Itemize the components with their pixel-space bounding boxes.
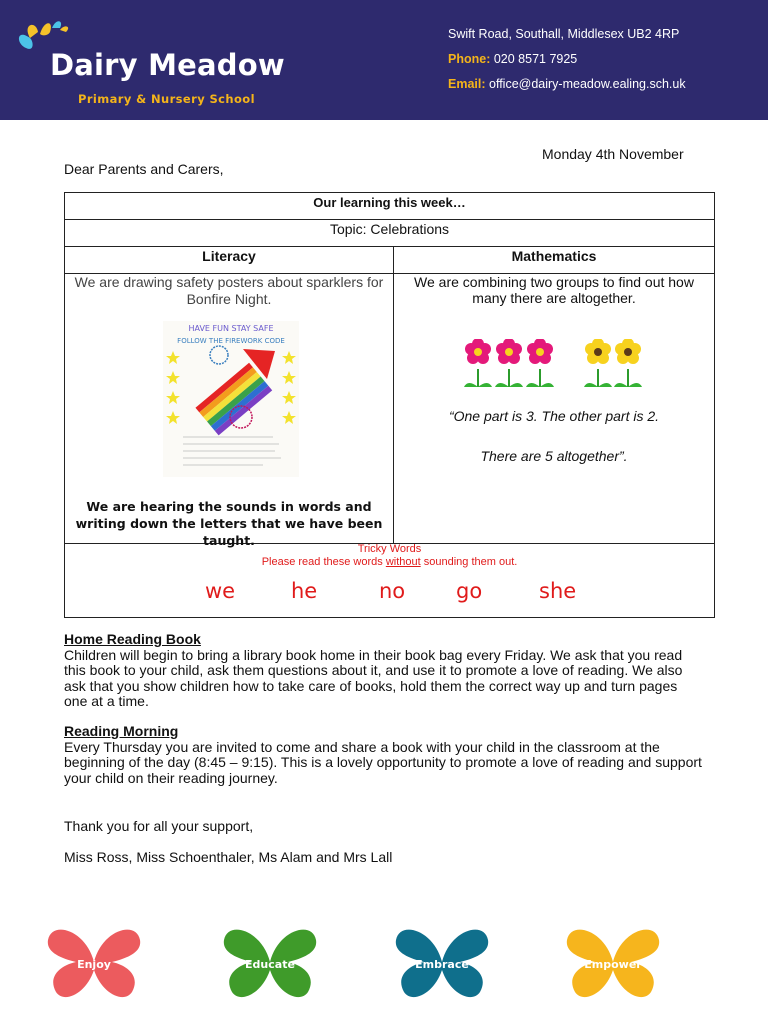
value-label: Educate <box>245 958 295 971</box>
table-column-divider <box>393 247 394 544</box>
letter-date: Monday 4th November <box>542 146 684 162</box>
instruction-after: sounding them out. <box>420 556 518 568</box>
tricky-word: go <box>456 579 483 603</box>
school-email <box>448 77 686 91</box>
mathematics-heading: Mathematics <box>511 248 597 264</box>
poster-line-2: FOLLOW THE FIREWORK CODE <box>177 337 285 345</box>
school-name: Dairy Meadow <box>50 48 285 82</box>
school-subtitle: Primary & Nursery School <box>78 92 255 106</box>
closing-thanks: Thank you for all your support, <box>64 818 254 834</box>
instruction-before: Please read these words <box>261 556 386 568</box>
maths-quote-2: There are 5 altogether”. <box>480 448 628 464</box>
value-butterfly-empower <box>565 922 661 1002</box>
phone-number[interactable]: 020 8571 7925 <box>493 52 578 66</box>
value-butterfly-enjoy <box>46 922 142 1002</box>
literacy-heading: Literacy <box>202 248 256 264</box>
mathematics-text: We are combining two groups to find out how many there are altogether. <box>414 274 694 306</box>
tricky-word: she <box>539 579 577 603</box>
value-label: Enjoy <box>77 958 111 971</box>
home-reading-title: Home Reading Book <box>64 631 201 647</box>
table-divider <box>65 219 714 220</box>
school-header-banner <box>0 0 768 120</box>
reading-morning-section <box>64 724 704 786</box>
tricky-word: we <box>205 579 236 603</box>
literacy-text: We are drawing safety posters about sparklers for Bonfire Night. <box>74 274 384 307</box>
tricky-word: he <box>291 579 318 603</box>
school-address: Swift Road, Southall, Middlesex UB2 4RP <box>448 27 680 41</box>
value-butterfly-embrace <box>394 922 490 1002</box>
phone-label: Phone: <box>448 52 491 66</box>
learning-table <box>64 192 715 618</box>
tricky-words-instruction <box>65 556 714 568</box>
home-reading-text: Children will begin to bring a library book home in their book bag every Friday. We ask that you read this book to your child, ask them questions about it, and use it to promote a love of reading. We also ask that you show children how to take care of books, hold them the correct way up and turn pages one at a time. <box>64 646 683 709</box>
counting-flowers-image <box>460 339 655 387</box>
literacy-hearing-text: We are hearing the sounds in words and writing down the letters that we have been taught. <box>75 499 383 548</box>
home-reading-section <box>64 632 704 710</box>
reading-morning-text: Every Thursday you are invited to come and share a book with your child in the classroom at the beginning of the day (8:45 – 9:15). This is a lovely opportunity to promote a love of reading and support your child on their reading journey. <box>64 738 702 786</box>
topic-label: Topic: Celebrations <box>329 221 450 237</box>
email-label: Email: <box>448 77 486 91</box>
email-address[interactable]: office@dairy-meadow.ealing.sch.uk <box>489 77 686 91</box>
firework-safety-poster <box>163 321 299 477</box>
table-heading: Our learning this week… <box>313 195 466 210</box>
signatories: Miss Ross, Miss Schoenthaler, Ms Alam and Mrs Lall <box>64 849 393 865</box>
value-butterfly-educate <box>222 922 318 1002</box>
school-phone <box>448 52 577 66</box>
maths-quote-1: “One part is 3. The other part is 2. <box>448 408 660 424</box>
table-divider <box>65 246 714 247</box>
tricky-word: no <box>379 579 406 603</box>
value-label: Empower <box>584 958 642 971</box>
poster-line-1: HAVE FUN STAY SAFE <box>188 324 274 333</box>
reading-morning-title: Reading Morning <box>64 723 179 739</box>
tricky-words-title: Tricky Words <box>357 543 422 555</box>
value-label: Embrace <box>415 958 469 971</box>
instruction-emphasis: without <box>385 556 421 568</box>
letter-greeting: Dear Parents and Carers, <box>64 161 224 177</box>
tricky-words-list <box>65 579 714 609</box>
